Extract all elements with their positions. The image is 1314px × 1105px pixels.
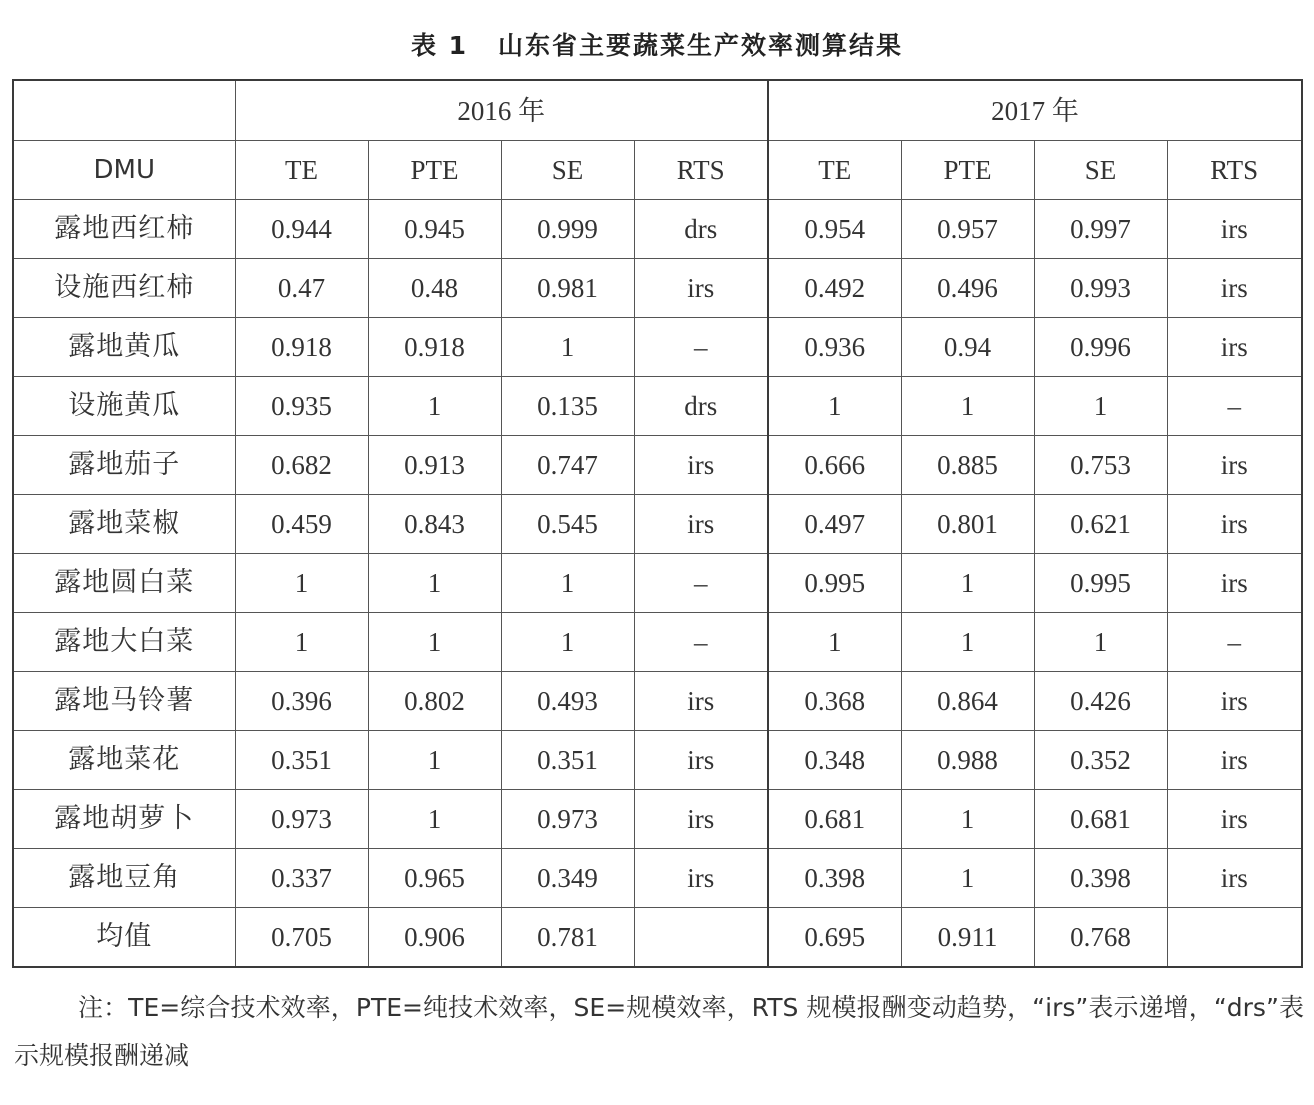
se-2016-cell: 0.135 <box>501 377 634 436</box>
table-row <box>13 200 1302 259</box>
pte-2016-cell: 0.843 <box>368 495 501 554</box>
te-2017-cell: 0.995 <box>768 554 901 613</box>
table-row <box>13 613 1302 672</box>
te-2017-cell: 0.398 <box>768 849 901 908</box>
se-2017-cell: 0.681 <box>1034 790 1167 849</box>
pte-2016-cell: 0.802 <box>368 672 501 731</box>
se-2016-cell: 0.781 <box>501 908 634 968</box>
se-2017-cell: 0.993 <box>1034 259 1167 318</box>
rts-2017-cell: irs <box>1167 259 1302 318</box>
pte-2017-cell: 0.864 <box>901 672 1034 731</box>
table-title <box>0 26 1314 62</box>
rts-2016-cell: drs <box>634 200 768 259</box>
pte-2017-cell: 0.911 <box>901 908 1034 968</box>
se-2016-cell: 0.973 <box>501 790 634 849</box>
table-row <box>13 436 1302 495</box>
header-pte-2017: PTE <box>901 141 1034 200</box>
dmu-cell: 露地胡萝卜 <box>13 790 235 849</box>
se-2017-cell: 0.753 <box>1034 436 1167 495</box>
se-2016-cell: 0.349 <box>501 849 634 908</box>
te-2017-cell: 0.936 <box>768 318 901 377</box>
dmu-cell: 露地马铃薯 <box>13 672 235 731</box>
rts-2016-cell: irs <box>634 790 768 849</box>
rts-2016-cell: – <box>634 554 768 613</box>
rts-2016-cell: drs <box>634 377 768 436</box>
te-2017-cell: 0.497 <box>768 495 901 554</box>
pte-2016-cell: 1 <box>368 613 501 672</box>
rts-2017-cell: – <box>1167 377 1302 436</box>
rts-2016-cell <box>634 908 768 968</box>
se-2016-cell: 1 <box>501 613 634 672</box>
se-2016-cell: 0.747 <box>501 436 634 495</box>
se-2016-cell: 0.999 <box>501 200 634 259</box>
table-body <box>13 80 1302 967</box>
table-row <box>13 259 1302 318</box>
te-2017-cell: 0.666 <box>768 436 901 495</box>
table-row <box>13 731 1302 790</box>
rts-2017-cell: irs <box>1167 554 1302 613</box>
rts-2017-cell: irs <box>1167 731 1302 790</box>
pte-2017-cell: 0.801 <box>901 495 1034 554</box>
table-title-text: 山东省主要蔬菜生产效率测算结果 <box>498 31 904 60</box>
header-pte-2016: PTE <box>368 141 501 200</box>
pte-2017-cell: 0.496 <box>901 259 1034 318</box>
header-se-2017: SE <box>1034 141 1167 200</box>
pte-2016-cell: 1 <box>368 790 501 849</box>
se-2017-cell: 1 <box>1034 613 1167 672</box>
metric-header-row <box>13 141 1302 200</box>
pte-2016-cell: 0.913 <box>368 436 501 495</box>
rts-2017-cell: irs <box>1167 672 1302 731</box>
table-row <box>13 849 1302 908</box>
rts-2017-cell: irs <box>1167 849 1302 908</box>
pte-2016-cell: 0.48 <box>368 259 501 318</box>
rts-2016-cell: irs <box>634 849 768 908</box>
te-2016-cell: 0.47 <box>235 259 368 318</box>
te-2017-cell: 1 <box>768 377 901 436</box>
pte-2016-cell: 1 <box>368 377 501 436</box>
table-row <box>13 790 1302 849</box>
te-2016-cell: 0.459 <box>235 495 368 554</box>
dmu-cell: 露地大白菜 <box>13 613 235 672</box>
rts-2017-cell: irs <box>1167 200 1302 259</box>
te-2016-cell: 1 <box>235 613 368 672</box>
se-2017-cell: 0.621 <box>1034 495 1167 554</box>
year-header-2016: 2016 年 <box>235 80 768 141</box>
rts-2017-cell: irs <box>1167 436 1302 495</box>
corner-cell <box>13 80 235 141</box>
te-2017-cell: 0.492 <box>768 259 901 318</box>
rts-2016-cell: irs <box>634 259 768 318</box>
rts-2017-cell: irs <box>1167 495 1302 554</box>
pte-2017-cell: 1 <box>901 790 1034 849</box>
rts-2017-cell: – <box>1167 613 1302 672</box>
pte-2017-cell: 1 <box>901 377 1034 436</box>
rts-2017-cell: irs <box>1167 318 1302 377</box>
table-row <box>13 495 1302 554</box>
se-2017-cell: 0.398 <box>1034 849 1167 908</box>
se-2017-cell: 0.768 <box>1034 908 1167 968</box>
pte-2016-cell: 1 <box>368 554 501 613</box>
pte-2016-cell: 0.945 <box>368 200 501 259</box>
rts-2016-cell: irs <box>634 495 768 554</box>
rts-2017-cell <box>1167 908 1302 968</box>
table-row <box>13 377 1302 436</box>
header-rts-2017: RTS <box>1167 141 1302 200</box>
te-2017-cell: 0.368 <box>768 672 901 731</box>
dmu-cell: 露地西红柿 <box>13 200 235 259</box>
se-2016-cell: 0.545 <box>501 495 634 554</box>
header-rts-2016: RTS <box>634 141 768 200</box>
table-row <box>13 908 1302 968</box>
te-2016-cell: 0.682 <box>235 436 368 495</box>
table-row <box>13 554 1302 613</box>
rts-2016-cell: irs <box>634 672 768 731</box>
pte-2016-cell: 1 <box>368 731 501 790</box>
dmu-cell: 露地茄子 <box>13 436 235 495</box>
te-2017-cell: 0.681 <box>768 790 901 849</box>
dmu-cell: 均值 <box>13 908 235 968</box>
se-2016-cell: 0.493 <box>501 672 634 731</box>
pte-2016-cell: 0.965 <box>368 849 501 908</box>
rts-2016-cell: irs <box>634 731 768 790</box>
rts-2016-cell: – <box>634 613 768 672</box>
se-2017-cell: 0.997 <box>1034 200 1167 259</box>
dmu-cell: 露地菜花 <box>13 731 235 790</box>
efficiency-table <box>12 79 1303 968</box>
rts-2016-cell: – <box>634 318 768 377</box>
te-2017-cell: 0.695 <box>768 908 901 968</box>
te-2017-cell: 0.348 <box>768 731 901 790</box>
te-2017-cell: 0.954 <box>768 200 901 259</box>
se-2017-cell: 0.996 <box>1034 318 1167 377</box>
se-2017-cell: 0.426 <box>1034 672 1167 731</box>
table-row <box>13 672 1302 731</box>
dmu-cell: 露地豆角 <box>13 849 235 908</box>
table-row <box>13 318 1302 377</box>
te-2016-cell: 0.396 <box>235 672 368 731</box>
te-2016-cell: 0.944 <box>235 200 368 259</box>
pte-2017-cell: 1 <box>901 613 1034 672</box>
table-footnote: 注：TE=综合技术效率，PTE=纯技术效率，SE=规模效率，RTS 规模报酬变动趋势，“irs”表示递增，“drs”表示规模报酬递减 <box>14 993 1304 1070</box>
te-2016-cell: 0.973 <box>235 790 368 849</box>
te-2016-cell: 0.935 <box>235 377 368 436</box>
header-te-2017: TE <box>768 141 901 200</box>
dmu-cell: 露地菜椒 <box>13 495 235 554</box>
pte-2017-cell: 0.957 <box>901 200 1034 259</box>
se-2017-cell: 1 <box>1034 377 1167 436</box>
header-te-2016: TE <box>235 141 368 200</box>
pte-2017-cell: 0.988 <box>901 731 1034 790</box>
te-2017-cell: 1 <box>768 613 901 672</box>
te-2016-cell: 0.351 <box>235 731 368 790</box>
table-number: 表 1 <box>410 31 469 60</box>
te-2016-cell: 0.705 <box>235 908 368 968</box>
pte-2017-cell: 1 <box>901 849 1034 908</box>
dmu-cell: 设施黄瓜 <box>13 377 235 436</box>
se-2016-cell: 1 <box>501 554 634 613</box>
dmu-cell: 露地黄瓜 <box>13 318 235 377</box>
te-2016-cell: 0.337 <box>235 849 368 908</box>
pte-2017-cell: 1 <box>901 554 1034 613</box>
pte-2016-cell: 0.906 <box>368 908 501 968</box>
se-2016-cell: 0.981 <box>501 259 634 318</box>
pte-2017-cell: 0.94 <box>901 318 1034 377</box>
year-header-row <box>13 80 1302 141</box>
pte-2017-cell: 0.885 <box>901 436 1034 495</box>
se-2016-cell: 1 <box>501 318 634 377</box>
rts-2016-cell: irs <box>634 436 768 495</box>
se-2017-cell: 0.995 <box>1034 554 1167 613</box>
pte-2016-cell: 0.918 <box>368 318 501 377</box>
dmu-cell: 设施西红柿 <box>13 259 235 318</box>
se-2016-cell: 0.351 <box>501 731 634 790</box>
year-header-2017: 2017 年 <box>768 80 1302 141</box>
rts-2017-cell: irs <box>1167 790 1302 849</box>
te-2016-cell: 0.918 <box>235 318 368 377</box>
se-2017-cell: 0.352 <box>1034 731 1167 790</box>
dmu-cell: 露地圆白菜 <box>13 554 235 613</box>
dmu-header: DMU <box>13 141 235 200</box>
te-2016-cell: 1 <box>235 554 368 613</box>
header-se-2016: SE <box>501 141 634 200</box>
